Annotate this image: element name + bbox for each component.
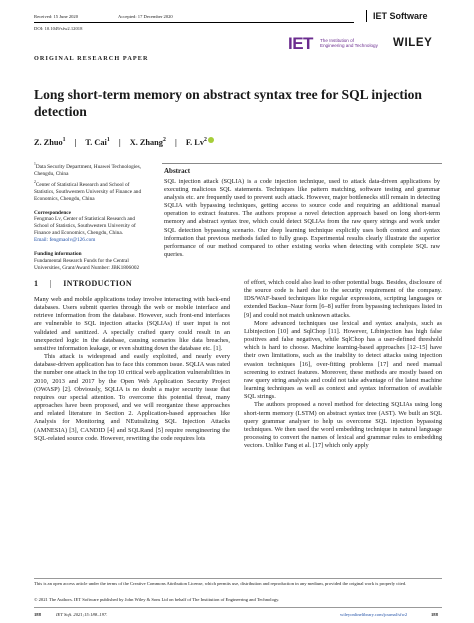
wiley-logo: WILEY bbox=[393, 37, 433, 49]
author-3-name: X. Zhang bbox=[129, 138, 163, 147]
correspondence-email[interactable]: Email: fengmaolv@126.com bbox=[34, 237, 96, 244]
author-1-sup: 1 bbox=[62, 137, 66, 144]
iet-institution-name bbox=[320, 38, 378, 48]
author-1-name: Z. Zhuo bbox=[34, 138, 63, 147]
accepted-date: Accepted: 17 December 2020 bbox=[118, 14, 173, 19]
iet-logo-icon: IET bbox=[288, 34, 313, 53]
body-right-column bbox=[244, 279, 442, 450]
affiliation-2: $^2$Center of Statistical Research and School of Statistics, Southwestern University of Finance and Economics, Chengdu, China bbox=[34, 180, 142, 202]
page-number: 188 bbox=[34, 612, 41, 617]
author-3-sup: 2 bbox=[162, 137, 166, 144]
author-4[interactable] bbox=[186, 138, 207, 147]
received-date: Received: 15 June 2020 bbox=[34, 14, 79, 19]
correspondence-text: Fengmao Lv, Center of Statistical Research and School of Statistics, Southwestern University of Finance and Economics, Chengdu, China. bbox=[34, 216, 136, 237]
affiliations bbox=[34, 164, 146, 272]
affiliation-1: $^1$Data Security Department, Huawei Technologies, Chengdu, China bbox=[34, 162, 142, 177]
journal-reference: IET Soft. 2021;15:188–197. bbox=[56, 612, 108, 617]
section-separator: | bbox=[49, 279, 52, 288]
iet-name-line2: Engineering and Technology bbox=[320, 43, 378, 49]
copyright-note: © 2021 The Authors. IET Software published by John Wiley & Sons Ltd on behalf of The Institution of Engineering and Technology. bbox=[34, 597, 280, 602]
section-title: INTRODUCTION bbox=[63, 279, 133, 288]
paragraph: of effort, which could also lead to other potential bugs. Besides, disclosure of the source code is hard due to the security requirement of the company. IDS/WAF-based techniques like regular expressions, scripting languages or extended Backus–Naur form [6–8] suffer from bypassing techniques listed in [9] and could not match unknown attacks. bbox=[244, 279, 442, 319]
orcid-icon[interactable] bbox=[208, 137, 214, 143]
paragraph: This attack is widespread and easily exploited, and nearly every database-driven application has to face this common issue. SQLIA was rated the number one attack in the top 10 critical web application vulnerabilities in 2010, 2013 and 2017 by the Open Web Application Security Project (OWASP) [2]. Obviously, SQLIA is no doubt a major security issue that requires our special attention. To overcome this potential threat, many approaches have been proposed, and we will reorganize these approaches and related literature in Section 2. Application-based approaches like Analysis for Monitoring and NEutralizing SQL Injection Attacks (AMNESIA) [3], CANDID [4] and SQLRand [5] require reengineering the SQL-related source code. However, rewriting the code requires lots bbox=[34, 353, 230, 442]
funding-text: Fundamental Research Funds for the Central Universities, Grant/Award Number: JBK1806002 bbox=[34, 257, 140, 271]
page-number-end: 188 bbox=[431, 612, 438, 617]
abstract-heading: Abstract bbox=[164, 167, 191, 175]
section-number: 1 bbox=[34, 279, 39, 288]
license-note: This is an open access article under the terms of the Creative Commons Attribution License, which permits use, distribution and reproduction in any medium, provided the original work is properly cited. bbox=[34, 581, 407, 586]
paragraph: More advanced techniques use lexical and syntax analysis, such as Libinjection [10] and SqlChop [11]. However, Libinjection has high false positives and false negatives, while SqlChop has a user-defined threshold which is hard to choose. Machine learning-based approaches [12–15] have their own limitations, such as the inability to detect attacks using injection evasion techniques [16], over-fitting problems [17] and need manual screening to extract features. Moreover, these methods are mostly based on raw query string analysis and could not take advantage of the latest machine learning techniques as well as context and syntax information of available SQL strings. bbox=[244, 319, 442, 401]
header-rule bbox=[34, 22, 354, 23]
author-list: Z. Zhuo$^1$ | T. Cai$^1$ | X. Zhang$^2$ | F. Lv$^2$ bbox=[34, 137, 214, 147]
correspondence-heading: Correspondence bbox=[34, 209, 71, 216]
author-1[interactable] bbox=[34, 138, 66, 147]
iet-name-line1: The Institution of bbox=[320, 38, 354, 43]
paragraph: The authors proposed a novel method for detecting SQLIAs using long short-term memory (LSTM) on abstract syntax tree (AST). We built an SQL query grammar analyser to help us overcome SQL injection bypassing techniques. We then used the word embedding technique in natural language processing to convert the names of lexical and grammar rules to embedding vectors. Unlike Fang et al. [17] which only apply bbox=[244, 401, 442, 450]
journal-tab-divider bbox=[366, 10, 367, 22]
journal-url[interactable]: wileyonlinelibrary.com/journal/sfw2 bbox=[340, 612, 408, 617]
author-2-sup: 1 bbox=[106, 137, 110, 144]
author-2[interactable] bbox=[85, 138, 109, 147]
author-4-name: F. Lv bbox=[185, 138, 204, 147]
article-type: ORIGINAL RESEARCH PAPER bbox=[34, 55, 149, 62]
journal-tab: IET Software bbox=[373, 11, 428, 21]
body-left-column bbox=[34, 296, 230, 443]
article-title: Long short-term memory on abstract syntax tree for SQL injection detection bbox=[34, 87, 422, 119]
author-3[interactable] bbox=[130, 138, 166, 147]
paragraph: Many web and mobile applications today involve interacting with back-end databases. Users submit queries through the web or mobile interface and retrieve information from the database. However, such front-end interfaces are vulnerable to SQL injection attacks (SQLIAs) if user input is not validated and sanitized. A specially crafted query could result in an unexpected logic in the database, causing scenarios like data breaches, sensitive information leakage, or even shutting down the database etc. [1]. bbox=[34, 296, 230, 352]
section-heading bbox=[34, 279, 132, 288]
author-2-name: T. Cai bbox=[85, 138, 107, 147]
doi[interactable]: DOI: 10.1049/sfw2.12018 bbox=[34, 26, 83, 31]
funding-heading: Funding information bbox=[34, 251, 82, 258]
abstract-text: SQL injection attack (SQLIA) is a code injection technique, used to attack data-driven applications by executing malicious SQL statements. Techniques like pattern matching, software testing and grammar analysis etc. are frequently used to prevent such attack. However, major bottlenecks still remain in detecting SQLIA with bypassing techniques, getting access to source code and requiring an additional manual operation to extract features. The authors propose a novel detection approach based on long short-term memory and abstract syntax tree, which could detect SQLIAs from the raw query strings and work under SQL detection bypassing scenario. Our deep learning technique explicitly uses both context and syntax information that previous methods failed to fully grasp. Experimental results clearly illustrate the superior performance of our method compared to other existing works when detecting with complete SQL raw queries. bbox=[164, 178, 440, 258]
author-4-sup: 2 bbox=[203, 137, 207, 144]
